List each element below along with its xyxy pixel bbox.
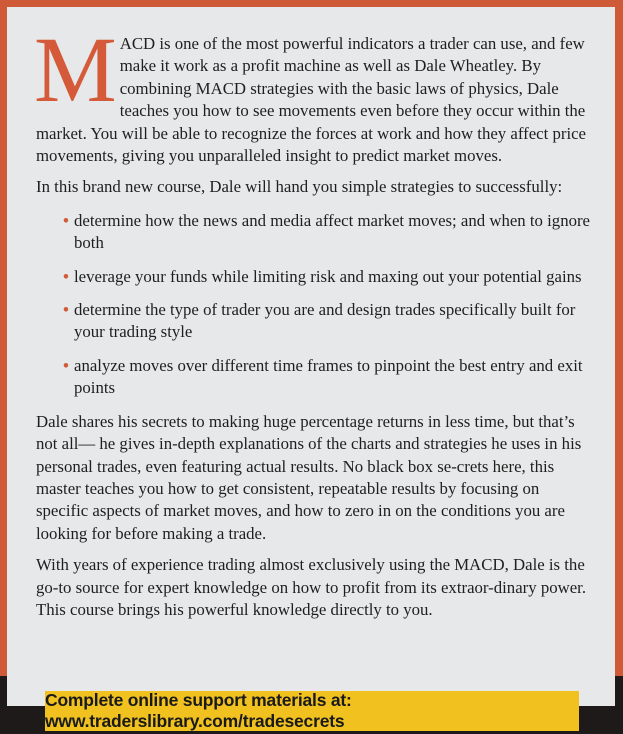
secrets-paragraph: Dale shares his secrets to making huge percentage returns in less time, but that’s not all— he gives in-depth explanations of the charts and strategies he uses in his personal trades, even featuring actual results. No black box se-crets here, this master teaches you how to get consistent, repeatable results by focusing on specific aspects of market moves, and how to zero in on the conditions you are looking for before making a trade. — [36, 411, 582, 543]
bullet-icon: • — [63, 300, 69, 320]
list-item — [63, 266, 591, 288]
list-item — [63, 355, 591, 400]
experience-paragraph: With years of experience trading almost exclusively using the MACD, Dale is the go-to source for expert knowledge on how to profit from its extraor-dinary power. This course brings his powerful knowledge directly to you. — [36, 555, 587, 619]
bullet-icon: • — [63, 210, 69, 230]
strategy-list — [36, 210, 591, 400]
bullet-icon: • — [63, 355, 69, 375]
list-item — [63, 210, 591, 255]
intro-paragraph — [34, 19, 591, 167]
drop-cap: M — [34, 19, 117, 122]
list-item-text: leverage your funds while limiting risk and maxing out your potential gains — [74, 266, 582, 286]
banner-text: Complete online support materials at: www.traderslibrary.com/tradesecrets — [45, 690, 352, 731]
list-item-text: determine the type of trader you are and design trades specifically built for your trading style — [74, 300, 576, 342]
lead-paragraph: In this brand new course, Dale will hand you simple strategies to successfully: — [36, 177, 563, 197]
support-url-banner — [45, 691, 579, 731]
text-panel — [7, 7, 615, 706]
list-item-text: analyze moves over different time frames to pinpoint the best entry and exit points — [74, 355, 583, 398]
bullet-icon: • — [63, 266, 69, 286]
list-item — [63, 299, 591, 344]
intro-text: ACD is one of the most powerful indicators a trader can use, and few make it work as a profit machine as well as Dale Wheatley. By combining MACD strategies with the basic laws of physics, Dale teaches you how to see movements even before they occur within the market. You will be able to recognize the forces at work and how they affect price movements, giving you unparalleled insight to predict market moves. — [36, 34, 587, 166]
list-item-text: determine how the news and media affect market moves; and when to ignore both — [74, 210, 591, 253]
